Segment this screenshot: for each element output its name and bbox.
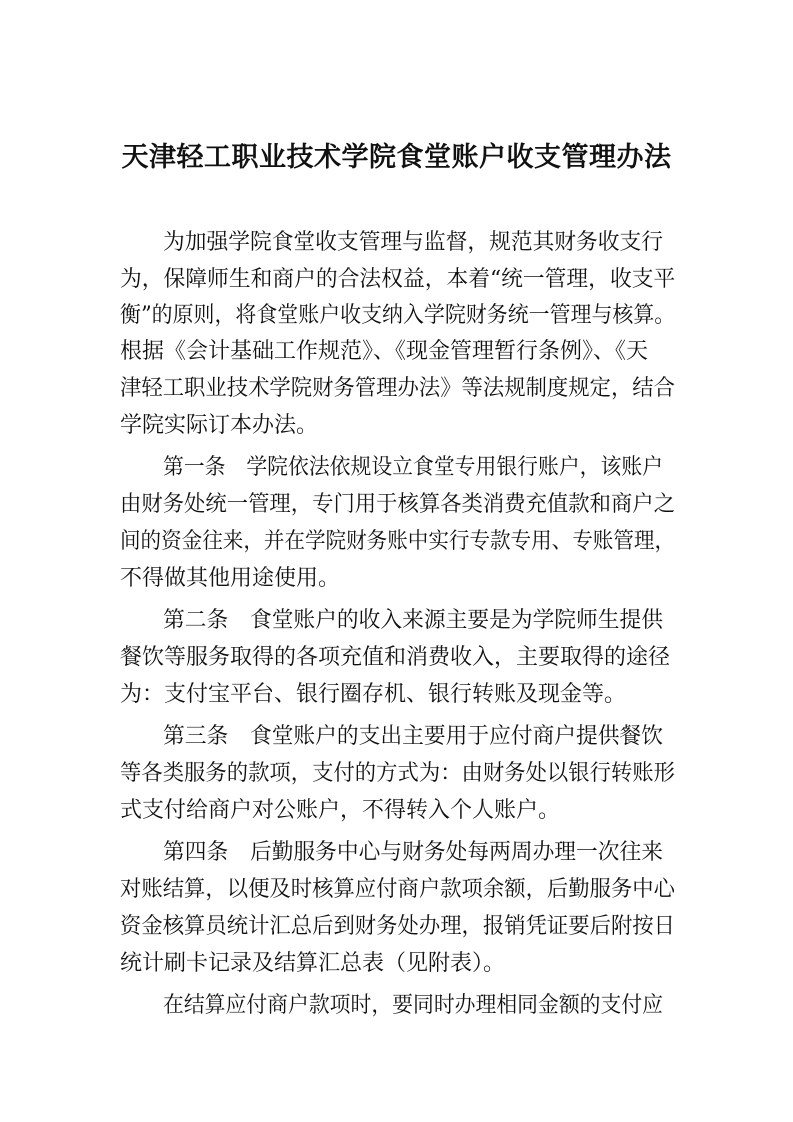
paragraph-line-text: 为，保障师生和商户的合法权益，本着“统一管理，收支平 (120, 267, 676, 292)
paragraph-line-text: 统计刷卡记录及结算汇总表（见附表）。 (120, 951, 506, 976)
article-line (163, 452, 663, 484)
article-line-text: 第四条 后勤服务中心与财务处每两周办理一次往来 (163, 840, 664, 865)
paragraph-line (120, 758, 675, 790)
paragraph-line-text: 为加强学院食堂收支管理与监督，规范其财务收支行 (163, 230, 664, 255)
paragraph-line (120, 489, 675, 521)
document-title: 天津轻工职业技术学院食堂账户收支管理办法 (121, 142, 672, 173)
paragraph-line (120, 300, 675, 332)
paragraph-line-text: 在结算应付商户款项时，要同时办理相同金额的支付应 (163, 993, 664, 1018)
paragraph-line-text: 学院实际订本办法。 (120, 413, 319, 438)
article-line-text: 第二条 食堂账户的收入来源主要是为学院师生提供 (163, 608, 664, 633)
paragraph-line-text: 等各类服务的款项，支付的方式为：由财务处以银行转账形 (120, 761, 676, 786)
paragraph-line-text: 津轻工职业技术学院财务管理办法》等法规制度规定，结合 (120, 376, 676, 401)
article-line (163, 605, 663, 637)
paragraph-line-text: 间的资金往来，并在学院财务账中实行专款专用、专账管理， (120, 529, 676, 554)
article-line (163, 721, 663, 753)
paragraph-line (120, 410, 675, 442)
paragraph-line (120, 373, 675, 405)
paragraph-line-text: 资金核算员统计汇总后到财务处办理，报销凭证要后附按日 (120, 914, 676, 939)
paragraph-line (163, 990, 663, 1022)
paragraph-line-text: 不得做其他用途使用。 (120, 566, 341, 591)
paragraph-line-text: 式支付给商户对公账户，不得转入个人账户。 (120, 798, 561, 823)
paragraph-line (120, 795, 675, 827)
paragraph-line-text: 对账结算，以便及时核算应付商户款项余额，后勤服务中心 (120, 877, 676, 902)
article-line-text: 第三条 食堂账户的支出主要用于应付商户提供餐饮 (163, 724, 664, 749)
paragraph-line-text: 衡”的原则，将食堂账户收支纳入学院财务统一管理与核算。 (120, 303, 676, 328)
paragraph-line (120, 874, 675, 906)
paragraph-line (120, 336, 675, 368)
paragraph-line (163, 227, 663, 259)
paragraph-line (120, 679, 675, 711)
paragraph-line (120, 948, 675, 980)
paragraph-line (120, 264, 675, 296)
paragraph-line (120, 911, 675, 943)
paragraph-line-text: 由财务处统一管理，专门用于核算各类消费充值款和商户之 (120, 492, 676, 517)
paragraph-line (120, 642, 675, 674)
paragraph-line-text: 为：支付宝平台、银行圈存机、银行转账及现金等。 (120, 682, 627, 707)
paragraph-line (120, 526, 675, 558)
paragraph-line-text: 餐饮等服务取得的各项充值和消费收入，主要取得的途径 (120, 645, 671, 670)
article-line-text: 第一条 学院依法依规设立食堂专用银行账户，该账户 (163, 455, 664, 480)
article-line (163, 837, 663, 869)
paragraph-line (120, 563, 675, 595)
paragraph-line-text: 根据《会计基础工作规范》、《现金管理暂行条例》、《天 (120, 339, 649, 364)
